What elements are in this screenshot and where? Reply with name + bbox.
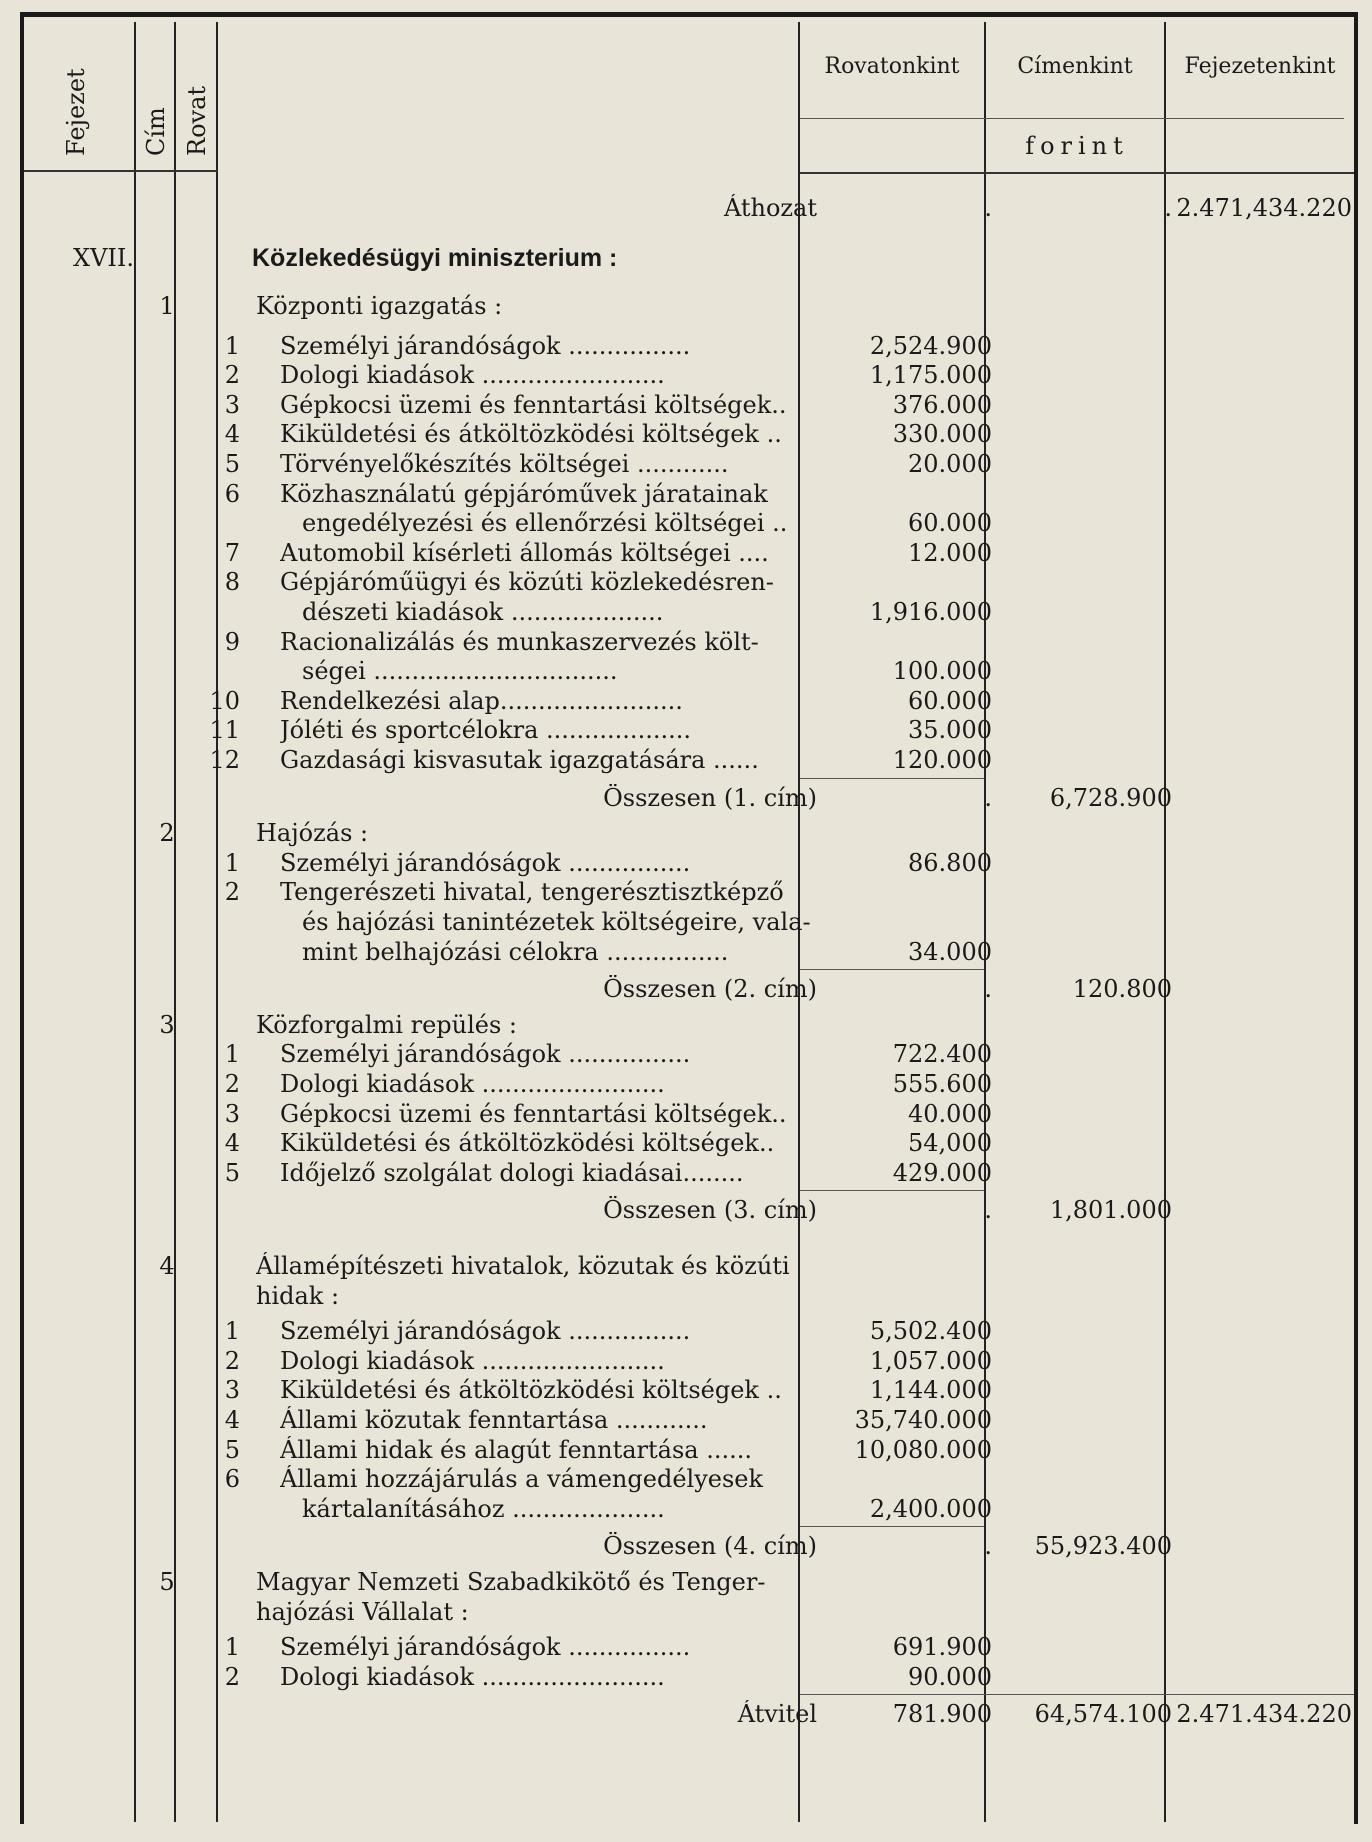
- athozat-label: Áthozat: [723, 194, 817, 222]
- item-label: Tengerészeti hivatal, tengerésztisztképző: [280, 878, 784, 907]
- section-title: hidak :: [256, 1281, 340, 1310]
- budget-item-row: [24, 849, 1354, 878]
- section-number: 1: [159, 292, 175, 320]
- section-number: 4: [159, 1252, 175, 1280]
- item-label: Gépkocsi üzemi és fenntartási költségek..: [280, 1099, 787, 1128]
- item-label: dészeti kiadások ....................: [302, 598, 664, 626]
- item-label: Dologi kiadások ........................: [280, 1070, 665, 1098]
- atvitel-rov: 781.900: [892, 1700, 992, 1729]
- budget-item-row: [24, 657, 1354, 686]
- budget-item-row: [24, 568, 1354, 597]
- item-label: Állami közutak fenntartása ............: [280, 1406, 708, 1434]
- item-label: Dologi kiadások ........................: [280, 1662, 665, 1691]
- frame-top-border: [20, 12, 1358, 17]
- budget-item-row: [24, 391, 1354, 420]
- budget-item-row: [24, 908, 1354, 937]
- item-label: engedélyezési és ellenőrzési költségei ..: [302, 509, 788, 538]
- item-number: 8: [224, 568, 240, 597]
- section-total-rov: .: [984, 1532, 992, 1561]
- section-total-label: Összesen (3. cím): [603, 1196, 817, 1225]
- athozat-fej: 2.471,434.220: [1176, 194, 1352, 222]
- header-cimenkint: Címenkint: [1017, 54, 1133, 79]
- budget-item-row: [24, 1159, 1354, 1188]
- item-value: 376.000: [892, 390, 992, 419]
- item-label: Jóléti és sportcélokra ...................: [280, 716, 691, 745]
- item-value: 12.000: [908, 538, 992, 567]
- budget-item-row: [24, 420, 1354, 449]
- header-rule-mid: [800, 118, 1344, 119]
- item-value: 54,000: [908, 1129, 992, 1158]
- budget-item-row: [24, 450, 1354, 479]
- item-value: 10,080.000: [854, 1435, 992, 1464]
- header-rule-right: [800, 172, 1354, 174]
- athozat-row: [24, 194, 1354, 223]
- athozat-cim: .: [1164, 194, 1172, 222]
- item-number: 6: [224, 479, 240, 508]
- atvitel-fej: 2.471.434.220: [1176, 1700, 1352, 1729]
- budget-item-row: [24, 332, 1354, 361]
- item-number: 2: [224, 1346, 240, 1375]
- item-number: 2: [224, 361, 240, 390]
- budget-item-row: [24, 628, 1354, 657]
- item-value: 35.000: [908, 716, 992, 745]
- item-label: mint belhajózási célokra ................: [302, 937, 729, 966]
- budget-item-row: [24, 509, 1354, 538]
- section-number: 5: [159, 1568, 175, 1596]
- budget-item-row: [24, 1436, 1354, 1465]
- section-title: Központi igazgatás :: [256, 292, 503, 320]
- item-value: 120.000: [892, 746, 992, 774]
- budget-item-row: [24, 716, 1354, 745]
- section-total-row: [24, 975, 1354, 1004]
- section-title-row: [24, 292, 1354, 321]
- budget-item-row: [24, 1040, 1354, 1069]
- section-total-label: Összesen (2. cím): [603, 975, 817, 1004]
- athozat-rov: .: [984, 194, 992, 222]
- section-total-rov: .: [984, 975, 992, 1004]
- section-total-rov: .: [984, 783, 992, 812]
- item-value: 60.000: [908, 686, 992, 715]
- budget-item-row: [24, 1100, 1354, 1129]
- subtotal-rule: [800, 778, 984, 779]
- budget-item-row: [24, 1347, 1354, 1376]
- item-number: 6: [224, 1465, 240, 1494]
- item-number: 4: [224, 1129, 240, 1158]
- header-rovatonkint: Rovatonkint: [824, 54, 960, 79]
- budget-item-row: [24, 1633, 1354, 1662]
- item-value: 555.600: [892, 1070, 992, 1098]
- section-total: 120.800: [1072, 975, 1172, 1004]
- item-label: Kiküldetési és átköltözködési költségek..: [280, 1129, 775, 1158]
- subtotal-rule: [800, 1526, 984, 1527]
- item-number: 1: [224, 848, 240, 877]
- item-value: 86.800: [908, 848, 992, 877]
- item-number: 1: [224, 1040, 240, 1069]
- section-title-row: [24, 1011, 1354, 1040]
- budget-item-row: [24, 1129, 1354, 1158]
- section-title: Államépítészeti hivatalok, közutak és közúti: [256, 1252, 790, 1280]
- chapter-row: [24, 244, 1354, 273]
- item-value: 722.400: [892, 1040, 992, 1069]
- item-value: 100.000: [892, 657, 992, 686]
- item-value: 2,400.000: [869, 1494, 992, 1523]
- section-total: 55,923.400: [1034, 1532, 1172, 1561]
- item-label: és hajózási tanintézetek költségeire, vala-: [302, 908, 811, 936]
- budget-item-row: [24, 938, 1354, 967]
- budget-item-row: [24, 687, 1354, 716]
- item-number: 2: [224, 1662, 240, 1691]
- item-number: 2: [224, 878, 240, 907]
- budget-item-row: [24, 1070, 1354, 1099]
- item-number: 12: [209, 746, 240, 774]
- item-label: Kiküldetési és átköltözködési költségek ..: [280, 420, 782, 449]
- frame-right-border: [1354, 12, 1358, 1824]
- section-title-row: [24, 1598, 1354, 1627]
- header-rovat: Rovat: [183, 85, 211, 156]
- item-number: 1: [224, 1317, 240, 1346]
- item-label: Racionalizálás és munkaszervezés költ-: [280, 627, 759, 656]
- item-number: 10: [209, 686, 240, 715]
- budget-item-row: [24, 878, 1354, 907]
- subtotal-rule: [800, 1190, 984, 1191]
- item-label: Személyi járandóságok ................: [280, 1317, 691, 1346]
- item-value: 1,175.000: [869, 361, 992, 390]
- item-value: 2,524.900: [869, 331, 992, 360]
- item-value: 691.900: [892, 1633, 992, 1662]
- item-number: 1: [224, 331, 240, 360]
- budget-item-row: [24, 1406, 1354, 1435]
- item-label: Dologi kiadások ........................: [280, 1346, 665, 1375]
- section-total: 1,801.000: [1049, 1196, 1172, 1225]
- atvitel-label: Átvitel: [737, 1700, 817, 1729]
- item-value: 90.000: [908, 1662, 992, 1691]
- item-number: 1: [224, 1633, 240, 1662]
- item-label: Közhasználatú gépjáróművek járatainak: [280, 479, 768, 508]
- budget-item-row: [24, 746, 1354, 775]
- section-total-label: Összesen (4. cím): [603, 1532, 817, 1561]
- section-title-row: [24, 1568, 1354, 1597]
- item-label: Állami hozzájárulás a vámengedélyesek: [280, 1465, 764, 1494]
- item-label: Személyi járandóságok ................: [280, 1633, 691, 1662]
- item-number: 3: [224, 1376, 240, 1405]
- item-number: 3: [224, 390, 240, 419]
- header-fejezetenkint: Fejezetenkint: [1184, 54, 1336, 79]
- item-number: 5: [224, 1158, 240, 1187]
- section-title: Közforgalmi repülés :: [256, 1010, 517, 1039]
- item-label: Törvényelőkészítés költségei ............: [280, 450, 729, 478]
- item-value: 330.000: [892, 420, 992, 449]
- section-title-row: [24, 1282, 1354, 1311]
- item-label: Gazdasági kisvasutak igazgatására ......: [280, 746, 759, 774]
- item-label: Személyi járandóságok ................: [280, 848, 691, 877]
- item-number: 11: [209, 716, 240, 745]
- section-number: 2: [159, 819, 175, 848]
- item-label: Időjelző szolgálat dologi kiadásai........: [280, 1158, 744, 1187]
- item-value: 1,057.000: [869, 1346, 992, 1375]
- atvitel-rule: [800, 1694, 1354, 1695]
- section-total-rov: .: [984, 1196, 992, 1225]
- item-value: 60.000: [908, 509, 992, 538]
- item-number: 5: [224, 1435, 240, 1464]
- section-number: 3: [159, 1010, 175, 1039]
- item-label: Kiküldetési és átköltözködési költségek ..: [280, 1376, 782, 1405]
- item-value: 35,740.000: [854, 1406, 992, 1434]
- item-label: Dologi kiadások ........................: [280, 361, 665, 390]
- section-title-row: [24, 819, 1354, 848]
- item-value: 1,144.000: [869, 1376, 992, 1405]
- item-value: 20.000: [908, 450, 992, 478]
- budget-item-row: [24, 361, 1354, 390]
- item-value: 429.000: [892, 1158, 992, 1187]
- budget-item-row: [24, 1317, 1354, 1346]
- item-label: Rendelkezési alap........................: [280, 686, 683, 715]
- section-title-row: [24, 1252, 1354, 1281]
- subtotal-rule: [800, 969, 984, 970]
- item-number: 3: [224, 1099, 240, 1128]
- section-total-row: [24, 1196, 1354, 1225]
- item-label: ségei ................................: [302, 657, 618, 686]
- budget-item-row: [24, 1495, 1354, 1524]
- header-cim: Cím: [142, 107, 170, 156]
- header-rule-left: [24, 170, 218, 172]
- section-total-label: Összesen (1. cím): [603, 783, 817, 812]
- section-title: hajózási Vállalat :: [256, 1597, 469, 1626]
- item-number: 4: [224, 420, 240, 449]
- header-unit: forint: [1025, 132, 1129, 160]
- atvitel-cim: 64,574.100: [1034, 1700, 1172, 1729]
- section-title: Hajózás :: [256, 819, 369, 848]
- chapter-title: Közlekedésügyi miniszterium :: [252, 244, 618, 272]
- item-number: 4: [224, 1406, 240, 1434]
- item-value: 34.000: [908, 937, 992, 966]
- chapter-number: XVII.: [72, 244, 134, 272]
- item-number: 5: [224, 450, 240, 478]
- budget-item-row: [24, 598, 1354, 627]
- item-label: Személyi járandóságok ................: [280, 331, 691, 360]
- item-value: 1,916.000: [869, 598, 992, 626]
- budget-item-row: [24, 480, 1354, 509]
- item-label: Gépkocsi üzemi és fenntartási költségek..: [280, 390, 787, 419]
- item-label: Automobil kísérleti állomás költségei ....: [280, 538, 769, 567]
- item-label: Személyi járandóságok ................: [280, 1040, 691, 1069]
- budget-item-row: [24, 1376, 1354, 1405]
- section-total: 6,728.900: [1049, 783, 1172, 812]
- budget-item-row: [24, 1465, 1354, 1494]
- item-label: Állami hidak és alagút fenntartása ......: [280, 1435, 752, 1464]
- section-total-row: [24, 1532, 1354, 1561]
- budget-item-row: [24, 1663, 1354, 1692]
- item-label: Gépjáróműügyi és közúti közlekedésren-: [280, 568, 774, 597]
- budget-item-row: [24, 539, 1354, 568]
- item-number: 9: [224, 627, 240, 656]
- item-value: 40.000: [908, 1099, 992, 1128]
- section-title: Magyar Nemzeti Szabadkikötő és Tenger-: [256, 1568, 766, 1596]
- item-value: 5,502.400: [869, 1317, 992, 1346]
- item-number: 7: [224, 538, 240, 567]
- item-label: kártalanításához ....................: [302, 1494, 665, 1523]
- atvitel-row: [24, 1700, 1354, 1729]
- section-total-row: [24, 784, 1354, 813]
- header-fejezet: Fejezet: [62, 68, 90, 156]
- item-number: 2: [224, 1070, 240, 1098]
